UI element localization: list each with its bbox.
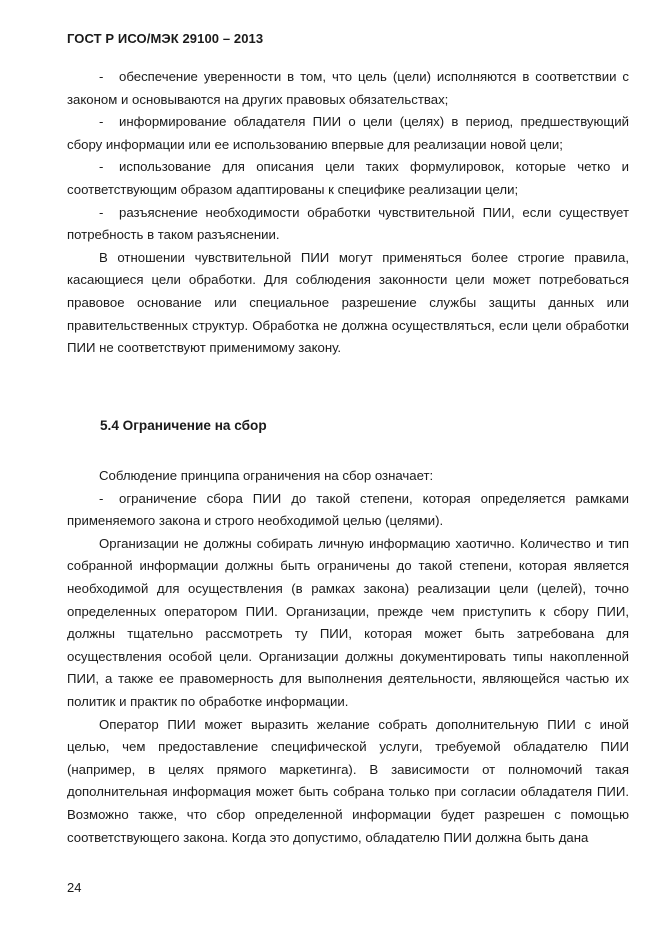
bullet-item bbox=[67, 488, 629, 533]
bullet-item bbox=[67, 66, 629, 111]
section-heading: 5.4 Ограничение на сбор bbox=[100, 418, 267, 433]
body-paragraph: Оператор ПИИ может выразить желание собрать дополнительную ПИИ с иной целью, чем предоставление специфической услуги, требуемой обладателю ПИИ (например, в целях прямого маркетинга). В зависимости от полномочий такая дополнительная информация может быть собрана только при согласии обладателя ПИИ. Возможно также, что сбор определенной информации будет разрешен с помощью соответствующего закона. Когда это допустимо, обладателю ПИИ должна быть дана bbox=[67, 716, 629, 845]
section-purpose-content bbox=[67, 66, 629, 360]
section-collection-content bbox=[67, 465, 629, 849]
bullet-text: разъяснение необходимости обработки чувствительной ПИИ, если существует потребность в таком разъяснении. bbox=[67, 204, 629, 243]
bullet-text: использование для описания цели таких формулировок, которые четко и соответствующим образом адаптированы к специфике реализации цели; bbox=[67, 159, 629, 197]
bullet-text: ограничение сбора ПИИ до такой степени, которая определяется рамками применяемого закона и строго необходимой целью (целями). bbox=[67, 490, 629, 529]
bullet-dash: - bbox=[99, 69, 104, 84]
body-paragraph: Организации не должны собирать личную информацию хаотично. Количество и тип собранной информации должны быть ограничены до такой степени, которая является необходимой для осуществления (в рамках закона) реализации цели (целей), точно определенных оператором ПИИ. Организации, прежде чем приступить к сбору ПИИ, должны тщательно рассмотреть ту ПИИ, которая может быть затребована для осуществления особой цели. Организации должны документировать типы накопленной ПИИ, а также ее правомерность для выполнения деятельности, являющейся частью их политик и практик по обработке информации. bbox=[67, 535, 629, 709]
bullet-dash: - bbox=[99, 204, 104, 220]
bullet-dash: - bbox=[99, 114, 104, 130]
bullet-text: обеспечение уверенности в том, что цель (цели) исполняются в соответствии с законом и основываются на других правовых обязательствах; bbox=[67, 69, 629, 107]
bullet-item bbox=[67, 202, 629, 247]
body-paragraph: В отношении чувствительной ПИИ могут применяться более строгие правила, касающиеся цели обработки. Для соблюдения законности цели может потребоваться правовое основание или специальное разрешение службы защиты данных или правительственных структур. Обработка не должна осуществляться, если цели обработки ПИИ не соответствуют применимому закону. bbox=[67, 249, 629, 356]
intro-paragraph: Соблюдение принципа ограничения на сбор означает: bbox=[99, 468, 434, 483]
bullet-item bbox=[67, 156, 629, 201]
document-header: ГОСТ Р ИСО/МЭК 29100 – 2013 bbox=[67, 31, 264, 46]
bullet-item bbox=[67, 111, 629, 156]
bullet-text: информирование обладателя ПИИ о цели (целях) в период, предшествующий сбору информации или ее использованию впервые для реализации новой цели; bbox=[67, 114, 629, 152]
bullet-dash: - bbox=[99, 159, 104, 175]
bullet-dash: - bbox=[99, 490, 104, 506]
page-number: 24 bbox=[67, 880, 82, 895]
